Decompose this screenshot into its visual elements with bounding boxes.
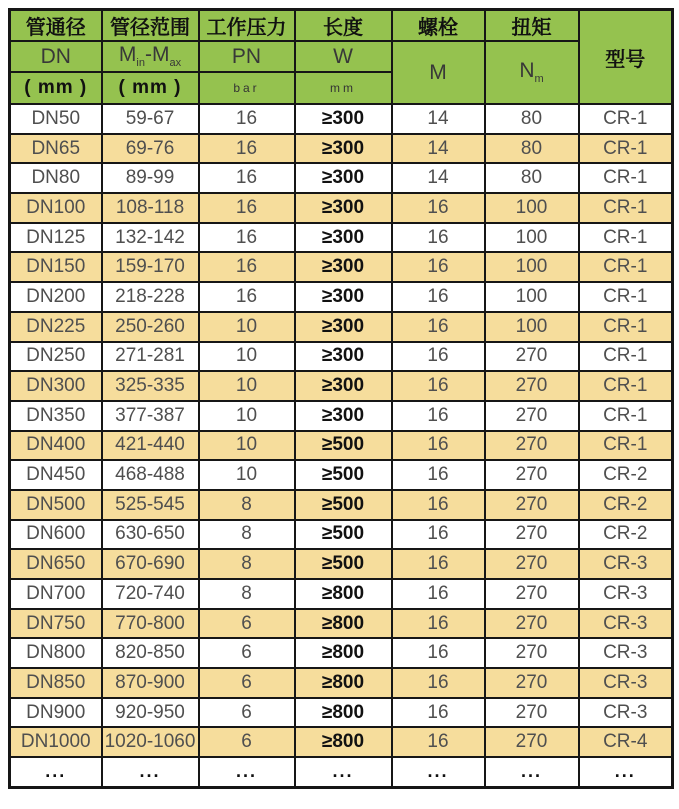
header-dn: DN [10,41,102,72]
cell-w: ≥500 [295,490,392,520]
cell-pn: 8 [199,549,295,579]
header-w-unit: mm [295,72,392,104]
cell-range: 108-118 [102,193,199,223]
cell-model: CR-3 [579,638,673,668]
cell-dn: DN450 [10,460,102,490]
cell-model: CR-1 [579,134,673,164]
header-m: M [392,41,485,104]
table-row [10,698,673,728]
cell-range: 630-650 [102,520,199,550]
cell-pn: 10 [199,431,295,461]
cell-dn: DN850 [10,668,102,698]
header-pn: PN [199,41,295,72]
header-range-unit: ( mm ) [102,72,199,104]
cell-m: 16 [392,460,485,490]
cell-dn: DN225 [10,312,102,342]
cell-range: 89-99 [102,163,199,193]
cell-range: 1020-1060 [102,727,199,757]
table-row [10,312,673,342]
cell-dn: DN900 [10,698,102,728]
table-row [10,282,673,312]
cell-w: ≥800 [295,698,392,728]
table-row [10,490,673,520]
cell-pn: 10 [199,312,295,342]
cell-pn: 16 [199,134,295,164]
cell-range: 920-950 [102,698,199,728]
cell-range: 670-690 [102,549,199,579]
cell-w: ≥500 [295,460,392,490]
table-row [10,104,673,134]
cell-model: CR-1 [579,342,673,372]
cell-m: 16 [392,193,485,223]
cell-nm: 270 [485,520,579,550]
cell-model: ... [579,757,673,787]
ellipsis-row [10,757,673,787]
cell-model: CR-3 [579,579,673,609]
cell-dn: DN350 [10,401,102,431]
cell-nm: 270 [485,460,579,490]
cell-nm: ... [485,757,579,787]
cell-pn: 16 [199,252,295,282]
table-row [10,371,673,401]
cell-pn: 10 [199,460,295,490]
table-body [10,104,673,787]
cell-m: 16 [392,490,485,520]
cell-m: 16 [392,698,485,728]
cell-nm: 270 [485,638,579,668]
cell-m: 16 [392,371,485,401]
table-row [10,638,673,668]
table-row [10,223,673,253]
cell-range: 377-387 [102,401,199,431]
cell-w: ≥300 [295,312,392,342]
cell-pn: 16 [199,223,295,253]
header-length: 长度 [295,10,392,42]
table-header [10,10,673,105]
cell-m: 16 [392,431,485,461]
cell-w: ≥300 [295,252,392,282]
cell-model: CR-1 [579,223,673,253]
cell-w: ≥300 [295,342,392,372]
cell-nm: 270 [485,342,579,372]
cell-nm: 100 [485,312,579,342]
cell-pn: 16 [199,163,295,193]
cell-m: 14 [392,104,485,134]
cell-nm: 80 [485,163,579,193]
header-pn-unit: bar [199,72,295,104]
cell-m: 16 [392,252,485,282]
cell-nm: 270 [485,698,579,728]
cell-model: CR-3 [579,698,673,728]
cell-dn: DN500 [10,490,102,520]
cell-model: CR-1 [579,312,673,342]
cell-dn: DN700 [10,579,102,609]
cell-model: CR-1 [579,282,673,312]
cell-dn: DN800 [10,638,102,668]
cell-model: CR-3 [579,549,673,579]
cell-nm: 80 [485,134,579,164]
cell-model: CR-4 [579,727,673,757]
header-w: W [295,41,392,72]
cell-range: 421-440 [102,431,199,461]
cell-m: 16 [392,638,485,668]
cell-nm: 100 [485,193,579,223]
table-row [10,252,673,282]
cell-range: 250-260 [102,312,199,342]
header-working-pressure: 工作压力 [199,10,295,42]
cell-model: CR-2 [579,490,673,520]
cell-range: 770-800 [102,609,199,639]
cell-dn: ... [10,757,102,787]
table-row [10,727,673,757]
cell-model: CR-1 [579,163,673,193]
cell-m: 16 [392,549,485,579]
table-row [10,134,673,164]
table-row [10,609,673,639]
cell-w: ≥300 [295,223,392,253]
cell-m: ... [392,757,485,787]
header-row-1 [10,10,673,42]
cell-w: ≥300 [295,134,392,164]
cell-m: 16 [392,668,485,698]
minmax-m1: M [118,43,137,67]
cell-w: ≥800 [295,638,392,668]
cell-w: ≥500 [295,549,392,579]
minmax-sub-ax: ax [169,57,182,70]
cell-w: ≥300 [295,163,392,193]
cell-range: 132-142 [102,223,199,253]
cell-model: CR-2 [579,460,673,490]
cell-w: ≥300 [295,282,392,312]
cell-m: 16 [392,401,485,431]
minmax-m2: -M [144,43,170,67]
cell-w: ≥800 [295,579,392,609]
header-torque: 扭矩 [485,10,579,42]
cell-pn: 16 [199,282,295,312]
cell-nm: 270 [485,490,579,520]
cell-range: 525-545 [102,490,199,520]
cell-nm: 270 [485,727,579,757]
cell-model: CR-1 [579,371,673,401]
cell-model: CR-2 [579,520,673,550]
minmax-sub-in: in [136,57,145,70]
cell-nm: 100 [485,223,579,253]
cell-range: 69-76 [102,134,199,164]
header-min-max [102,41,199,72]
cell-dn: DN400 [10,431,102,461]
table-row [10,668,673,698]
cell-pn: 10 [199,342,295,372]
cell-pn: 8 [199,579,295,609]
table-row [10,342,673,372]
cell-nm: 270 [485,579,579,609]
cell-dn: DN150 [10,252,102,282]
header-row-2 [10,41,673,72]
cell-nm: 270 [485,371,579,401]
nm-main: N [519,59,535,83]
cell-dn: DN600 [10,520,102,550]
header-dn-unit: ( mm ) [10,72,102,104]
cell-range: 59-67 [102,104,199,134]
cell-pn: 10 [199,401,295,431]
cell-range: 720-740 [102,579,199,609]
cell-dn: DN65 [10,134,102,164]
cell-nm: 100 [485,282,579,312]
cell-model: CR-1 [579,252,673,282]
cell-range: 820-850 [102,638,199,668]
cell-range: 325-335 [102,371,199,401]
cell-pn: 10 [199,371,295,401]
cell-pn: 6 [199,668,295,698]
cell-pn: 16 [199,104,295,134]
cell-nm: 270 [485,549,579,579]
header-pipe-diameter: 管通径 [10,10,102,42]
cell-dn: DN650 [10,549,102,579]
cell-w: ≥800 [295,668,392,698]
table-row [10,193,673,223]
table-row [10,431,673,461]
cell-pn: 8 [199,520,295,550]
cell-dn: DN50 [10,104,102,134]
cell-model: CR-1 [579,401,673,431]
cell-m: 14 [392,163,485,193]
cell-w: ≥800 [295,609,392,639]
cell-pn: 6 [199,698,295,728]
cell-model: CR-3 [579,609,673,639]
cell-pn: 6 [199,638,295,668]
cell-nm: 270 [485,668,579,698]
cell-dn: DN200 [10,282,102,312]
table-row [10,579,673,609]
cell-nm: 100 [485,252,579,282]
header-pipe-range: 管径范围 [102,10,199,42]
cell-dn: DN125 [10,223,102,253]
cell-w: ≥300 [295,193,392,223]
cell-m: 14 [392,134,485,164]
cell-w: ≥800 [295,727,392,757]
cell-m: 16 [392,342,485,372]
cell-dn: DN300 [10,371,102,401]
cell-nm: 270 [485,431,579,461]
cell-m: 16 [392,282,485,312]
cell-dn: DN80 [10,163,102,193]
cell-w: ≥300 [295,401,392,431]
cell-nm: 270 [485,401,579,431]
cell-m: 16 [392,312,485,342]
cell-range: 159-170 [102,252,199,282]
cell-range: 271-281 [102,342,199,372]
cell-dn: DN250 [10,342,102,372]
cell-nm: 80 [485,104,579,134]
cell-range: 468-488 [102,460,199,490]
cell-nm: 270 [485,609,579,639]
cell-model: CR-1 [579,431,673,461]
nm-sub: m [534,73,544,86]
cell-w: ≥300 [295,371,392,401]
cell-m: 16 [392,609,485,639]
cell-model: CR-3 [579,668,673,698]
cell-w: ≥300 [295,104,392,134]
cell-pn: 6 [199,727,295,757]
table-row [10,520,673,550]
cell-pn: 16 [199,193,295,223]
cell-range: 218-228 [102,282,199,312]
cell-model: CR-1 [579,104,673,134]
header-bolt: 螺栓 [392,10,485,42]
cell-m: 16 [392,223,485,253]
spec-table [8,8,674,789]
cell-w: ≥500 [295,520,392,550]
cell-m: 16 [392,520,485,550]
cell-m: 16 [392,579,485,609]
table-row [10,549,673,579]
cell-m: 16 [392,727,485,757]
cell-pn: 6 [199,609,295,639]
header-nm [485,41,579,104]
cell-pn: ... [199,757,295,787]
table-row [10,163,673,193]
table-row [10,460,673,490]
cell-w: ≥500 [295,431,392,461]
cell-dn: DN1000 [10,727,102,757]
cell-dn: DN100 [10,193,102,223]
cell-model: CR-1 [579,193,673,223]
cell-pn: 8 [199,490,295,520]
header-model: 型号 [579,10,673,105]
cell-dn: DN750 [10,609,102,639]
cell-range: ... [102,757,199,787]
table-row [10,401,673,431]
cell-w: ... [295,757,392,787]
cell-range: 870-900 [102,668,199,698]
